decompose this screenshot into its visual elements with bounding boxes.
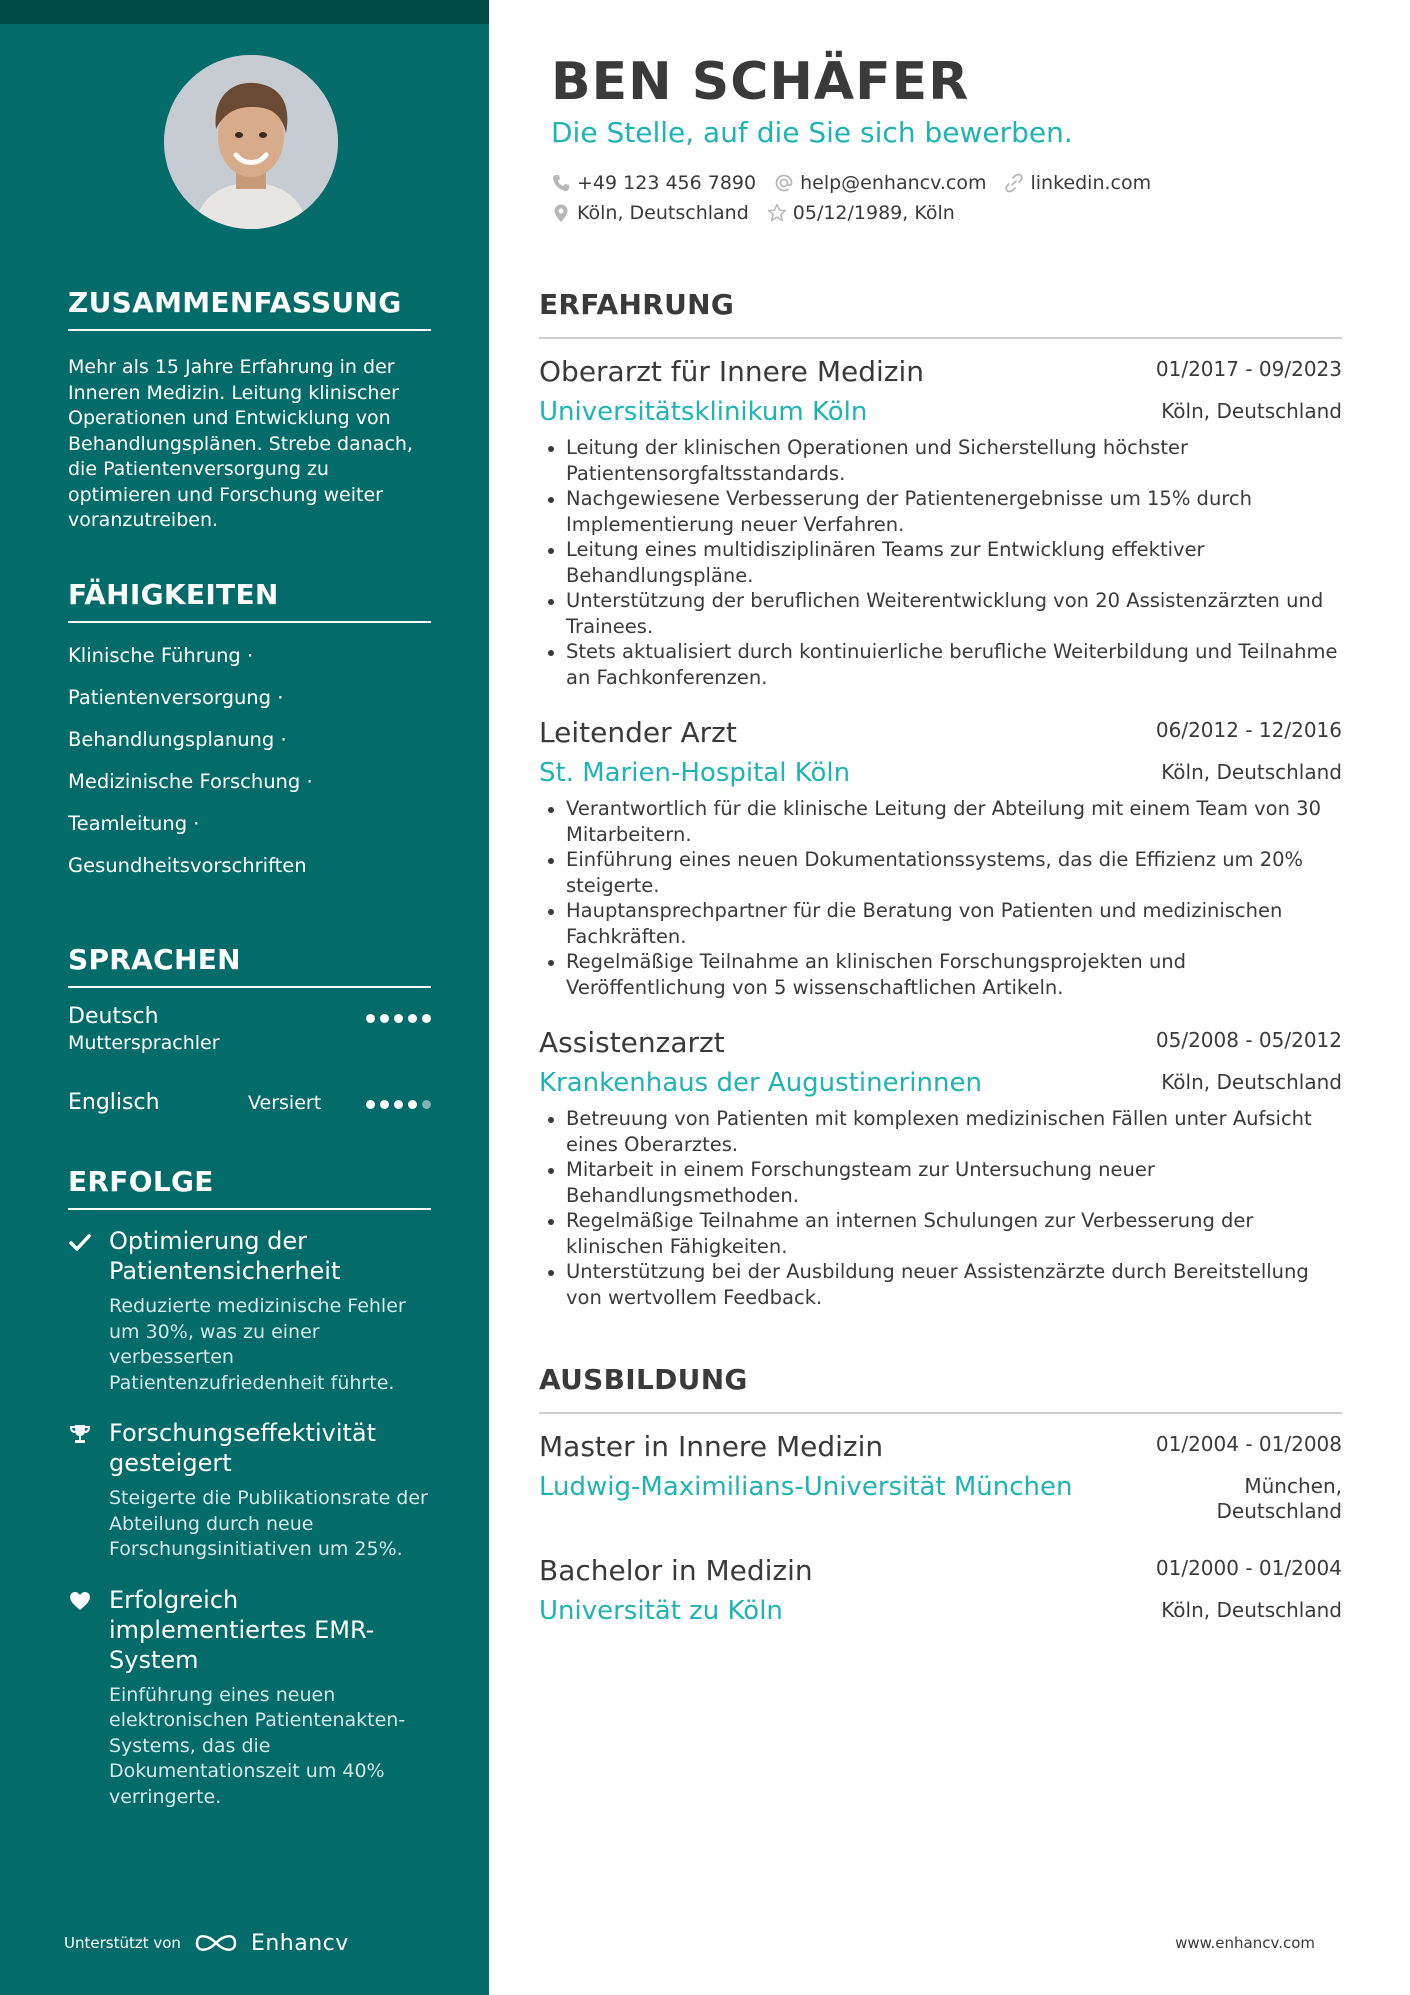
job-dates: 06/2012 - 12/2016 — [1155, 718, 1342, 742]
location-pin-icon — [551, 203, 571, 223]
achievement-title: Forschungseffektivität gesteigert — [109, 1419, 377, 1477]
proficiency-dot — [366, 1014, 375, 1023]
job-bullet: Einführung eines neuen Dokumentationssystems, das die Effizienz um 20% steigerte. — [539, 847, 1342, 898]
contact-row — [551, 168, 1351, 198]
language-name: Deutsch — [68, 1004, 159, 1029]
brand-name: Enhancv — [250, 1930, 349, 1956]
candidate-name: BEN SCHÄFER — [551, 52, 970, 112]
job-subheader — [539, 397, 1342, 435]
proficiency-dot — [366, 1100, 375, 1109]
location-text: Köln, Deutschland — [577, 202, 749, 224]
contact-location — [551, 202, 749, 224]
achievement-item — [68, 1418, 431, 1563]
star-icon — [767, 203, 787, 223]
powered-by — [64, 1930, 349, 1956]
education-heading: AUSBILDUNG — [539, 1363, 1342, 1414]
heart-icon — [68, 1589, 92, 1613]
job-bullet: Regelmäßige Teilnahme an internen Schulungen zur Verbesserung der klinischen Fähigkeiten. — [539, 1208, 1342, 1259]
language-level: Versiert — [248, 1092, 322, 1114]
job-header — [539, 1026, 1342, 1068]
education-location-line: Deutschland — [1216, 1499, 1342, 1523]
birth-text: 05/12/1989, Köln — [792, 202, 955, 224]
proficiency-dot — [422, 1014, 431, 1023]
contact-birth — [767, 202, 955, 224]
job-subheader — [539, 1068, 1342, 1106]
achievement-description: Einführung eines neuen elektronischen Patientenakten-Systems, das die Dokumentationszeit um 40% verringerte. — [109, 1683, 406, 1808]
at-icon — [774, 173, 794, 193]
job-role: Assistenzarzt — [539, 1026, 725, 1059]
phone-icon — [551, 173, 571, 193]
skills-list — [68, 635, 431, 887]
skill-item: Patientenversorgung · — [68, 686, 284, 709]
experience-heading: ERFAHRUNG — [539, 288, 1342, 339]
education-entry — [539, 1430, 1342, 1536]
job-location: Köln, Deutschland — [1161, 399, 1342, 423]
linkedin-text: linkedin.com — [1030, 172, 1152, 194]
summary-heading: ZUSAMMENFASSUNG — [68, 286, 431, 331]
education-dates: 01/2000 - 01/2004 — [1155, 1556, 1342, 1580]
job-bullet: Leitung der klinischen Operationen und Sicherstellung höchster Patientensorgfaltsstandards. — [539, 435, 1342, 486]
job-header — [539, 355, 1342, 397]
education-school: Universität zu Köln — [539, 1596, 783, 1626]
job-entry — [539, 1026, 1342, 1310]
job-bullets — [539, 435, 1342, 690]
languages-section — [68, 943, 431, 1128]
skill-item: Medizinische Forschung · — [68, 770, 313, 793]
achievement-title: Optimierung der Patientensicherheit — [109, 1227, 341, 1285]
job-location: Köln, Deutschland — [1161, 1070, 1342, 1094]
job-bullet: Mitarbeit in einem Forschungsteam zur Untersuchung neuer Behandlungsmethoden. — [539, 1157, 1342, 1208]
proficiency-dot — [380, 1100, 389, 1109]
language-proficiency-dots — [366, 1014, 431, 1023]
summary-text: Mehr als 15 Jahre Erfahrung in der Inneren Medizin. Leitung klinischer Operationen und Entwicklung von Behandlungsplänen. Strebe danach, die Patientenversorgung zu optimieren und Forschung weiter voranzutreiben. — [68, 356, 413, 531]
contact-phone — [551, 172, 756, 194]
summary-section — [68, 286, 431, 534]
achievement-description: Steigerte die Publikationsrate der Abteilung durch neue Forschungsinitiativen um 25%. — [109, 1487, 428, 1560]
job-header — [539, 716, 1342, 758]
achievements-heading: ERFOLGE — [68, 1165, 431, 1210]
job-company: Krankenhaus der Augustinerinnen — [539, 1068, 982, 1098]
job-entry — [539, 355, 1342, 690]
link-icon — [1004, 173, 1024, 193]
achievement-item — [68, 1226, 431, 1396]
trophy-icon — [68, 1422, 92, 1446]
email-text: help@enhancv.com — [800, 172, 987, 194]
job-bullet: Betreuung von Patienten mit komplexen medizinischen Fällen unter Aufsicht eines Oberarztes. — [539, 1106, 1342, 1157]
skill-item: Behandlungsplanung · — [68, 728, 287, 751]
language-row — [68, 988, 431, 1068]
contact-linkedin[interactable] — [1004, 172, 1151, 194]
education-location-line: München, — [1244, 1474, 1342, 1498]
job-bullet: Hauptansprechpartner für die Beratung von Patienten und medizinischen Fachkräften. — [539, 898, 1342, 949]
skill-item: Gesundheitsvorschriften — [68, 854, 307, 877]
education-dates: 01/2004 - 01/2008 — [1155, 1432, 1342, 1456]
skill-item: Teamleitung · — [68, 812, 200, 835]
languages-heading: SPRACHEN — [68, 943, 431, 988]
job-role: Oberarzt für Innere Medizin — [539, 355, 924, 388]
proficiency-dot — [394, 1100, 403, 1109]
language-name: Englisch — [68, 1090, 160, 1115]
proficiency-dot — [380, 1014, 389, 1023]
proficiency-dot — [408, 1014, 417, 1023]
job-bullets — [539, 1106, 1342, 1310]
education-entry — [539, 1554, 1342, 1634]
job-bullets — [539, 796, 1342, 1000]
education-subheader — [539, 1596, 1342, 1634]
achievement-description: Reduzierte medizinische Fehler um 30%, was zu einer verbesserten Patientenzufriedenheit führte. — [109, 1295, 406, 1394]
sidebar-top-bar — [0, 0, 489, 24]
proficiency-dot — [408, 1100, 417, 1109]
achievement-title: Erfolgreich implementiertes EMR-System — [109, 1585, 375, 1674]
education-section — [539, 1363, 1342, 1634]
job-location: Köln, Deutschland — [1161, 760, 1342, 784]
language-row — [68, 1068, 431, 1128]
job-company: St. Marien-Hospital Köln — [539, 758, 851, 788]
education-location — [1217, 1474, 1343, 1524]
job-bullet: Unterstützung der beruflichen Weiterentwicklung von 20 Assistenzärzten und Trainees. — [539, 588, 1342, 639]
education-degree: Master in Innere Medizin — [539, 1430, 884, 1463]
powered-by-label: Unterstützt von — [64, 1934, 181, 1952]
job-role: Leitender Arzt — [539, 716, 737, 749]
job-bullet: Verantwortlich für die klinische Leitung der Abteilung mit einem Team von 30 Mitarbeitern. — [539, 796, 1342, 847]
proficiency-dot — [422, 1100, 431, 1109]
job-bullet: Stets aktualisiert durch kontinuierliche berufliche Weiterbildung und Teilnahme an Fachkonferenzen. — [539, 639, 1342, 690]
experience-section — [539, 288, 1342, 1310]
phone-text: +49 123 456 7890 — [577, 172, 757, 194]
check-icon — [68, 1230, 92, 1254]
job-bullet: Regelmäßige Teilnahme an klinischen Forschungsprojekten und Veröffentlichung von 5 wissenschaftlichen Artikeln. — [539, 949, 1342, 1000]
target-job-title: Die Stelle, auf die Sie sich bewerben. — [551, 116, 1073, 149]
education-location: Köln, Deutschland — [1161, 1598, 1342, 1622]
sidebar — [0, 0, 489, 1995]
education-header — [539, 1554, 1342, 1596]
education-degree: Bachelor in Medizin — [539, 1554, 813, 1587]
website-link[interactable]: www.enhancv.com — [1175, 1934, 1315, 1952]
achievements-section — [68, 1165, 431, 1810]
contact-email[interactable] — [774, 172, 986, 194]
avatar-photo — [164, 55, 338, 229]
skill-item: Klinische Führung · — [68, 644, 254, 667]
job-dates: 05/2008 - 05/2012 — [1155, 1028, 1342, 1052]
contact-row — [551, 198, 1351, 228]
proficiency-dot — [394, 1014, 403, 1023]
skills-section — [68, 578, 431, 887]
language-level: Muttersprachler — [68, 1032, 220, 1054]
job-dates: 01/2017 - 09/2023 — [1155, 357, 1342, 381]
enhancv-logo-icon — [193, 1930, 239, 1956]
education-header — [539, 1430, 1342, 1472]
skills-heading: FÄHIGKEITEN — [68, 578, 431, 623]
achievement-item — [68, 1585, 431, 1811]
job-bullet: Nachgewiesene Verbesserung der Patientenergebnisse um 15% durch Implementierung neuer Verfahren. — [539, 486, 1342, 537]
job-company: Universitätsklinikum Köln — [539, 397, 868, 427]
job-entry — [539, 716, 1342, 1000]
education-school: Ludwig-Maximilians-Universität München — [539, 1472, 1073, 1502]
job-bullet: Unterstützung bei der Ausbildung neuer Assistenzärzte durch Bereitstellung von wertvollem Feedback. — [539, 1259, 1342, 1310]
job-subheader — [539, 758, 1342, 796]
avatar — [164, 55, 338, 229]
education-subheader — [539, 1472, 1342, 1536]
language-proficiency-dots — [366, 1100, 431, 1109]
contact-info — [551, 168, 1351, 228]
job-bullet: Leitung eines multidisziplinären Teams zur Entwicklung effektiver Behandlungspläne. — [539, 537, 1342, 588]
